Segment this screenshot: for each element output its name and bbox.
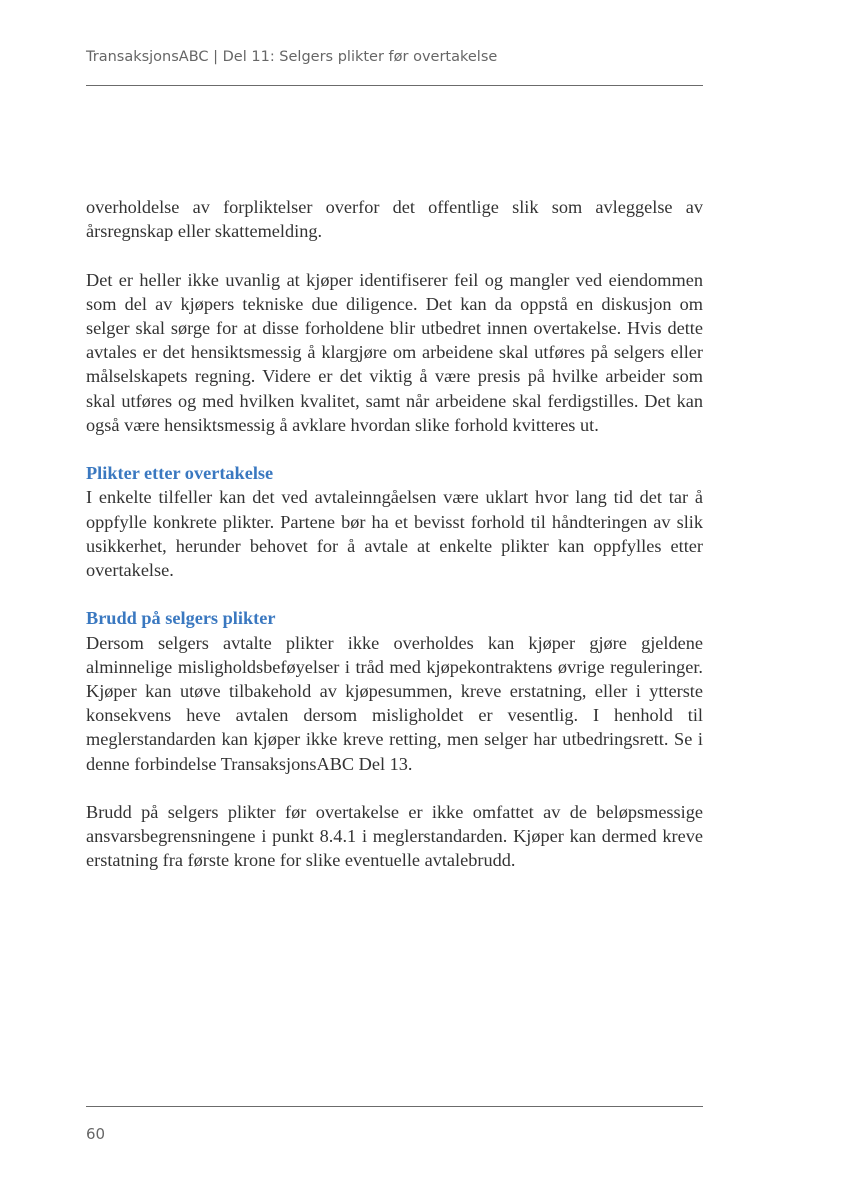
document-body: [86, 195, 703, 897]
page-number: 60: [86, 1125, 106, 1143]
header-divider: [86, 85, 703, 86]
section-heading: Plikter etter overtakelse: [86, 463, 274, 484]
running-header: TransaksjonsABC | Del 11: Selgers plikter før overtakelse: [86, 49, 498, 65]
paragraph: Dersom selgers avtalte plikter ikke overholdes kan kjøper gjøre gjeldene alminnelige misligholdsbeføyelser i tråd med kjøpekontraktens øvrige reguleringer. Kjøper kan utøve tilbakehold av kjøpesummen, kreve erstatning, eller i ytterste konsekvens heve avtalen dersom misligholdet er vesentlig. I henhold til meglerstandarden kan kjøper ikke kreve retting, men selger har utbedringsrett. Se i denne forbindelse TransaksjonsABC Del 13.: [86, 632, 703, 774]
paragraph: I enkelte tilfeller kan det ved avtaleinngåelsen være uklart hvor lang tid det tar å oppfylle konkrete plikter. Partene bør ha et bevisst forhold til håndteringen av slik usikkerhet, herunder behovet for å avtale at enkelte plikter kan oppfylles etter overtakelse.: [86, 487, 703, 581]
section-heading: Brudd på selgers plikter: [86, 608, 276, 629]
paragraph: Brudd på selgers plikter før overtakelse er ikke omfattet av de beløpsmessige ansvarsbegrensningene i punkt 8.4.1 i meglerstandarden. Kjøper kan dermed kreve erstatning fra første krone for slike eventuelle avtalebrudd.: [86, 802, 703, 871]
paragraph: overholdelse av forpliktelser overfor det offentlige slik som avleggelse av årsregnskap eller skattemelding.: [86, 197, 703, 242]
footer-divider: [86, 1106, 703, 1107]
paragraph: Det er heller ikke uvanlig at kjøper identifiserer feil og mangler ved eiendommen som del av kjøpers tekniske due diligence. Det kan da oppstå en diskusjon om selger skal sørge for at disse forholdene blir utbedret innen overtakelse. Hvis dette avtales er det hensiktsmessig å klargjøre om arbeidene skal utføres på selgers eller målselskapets regning. Videre er det viktig å være presis på hvilke arbeider som skal utføres og med hvilken kvalitet, samt når arbeidene skal ferdigstilles. Det kan også være hensiktsmessig å avklare hvordan slike forhold kvitteres ut.: [86, 269, 703, 435]
